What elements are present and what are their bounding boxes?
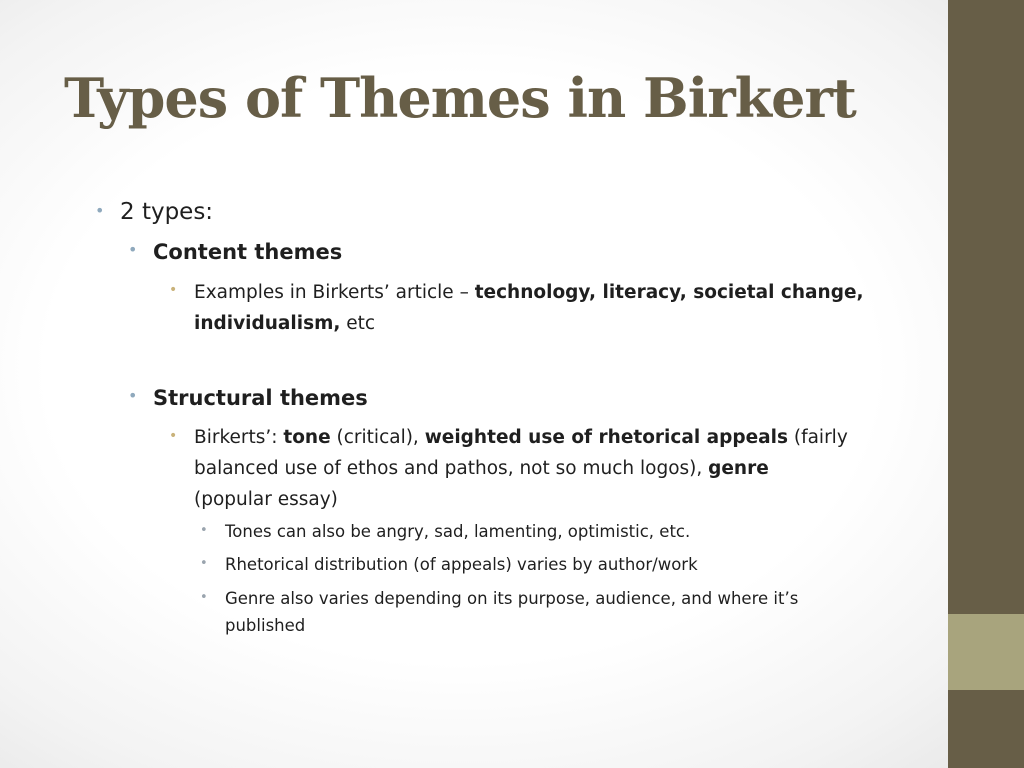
examples-prefix: Examples in Birkerts’ article – [194, 282, 475, 303]
examples-bold-line2: individualism, [194, 313, 341, 334]
list-item-tones [225, 518, 690, 545]
genre-line2: published [225, 616, 306, 635]
bullet-dot-icon: • [200, 590, 208, 605]
bullet-dot-icon: • [128, 240, 138, 259]
slide-title: Types of Themes in Birkert [64, 66, 856, 130]
detail-text: (popular essay) [194, 489, 338, 510]
examples-bold-line1: technology, literacy, societal change, [474, 282, 864, 303]
bullet-dot-icon: • [169, 282, 178, 298]
detail-text: (fairly [787, 427, 848, 448]
examples-suffix: etc [340, 313, 376, 334]
detail-bold-tone: tone [283, 427, 331, 448]
detail-text: balanced use of ethos and pathos, not so much logos), [194, 458, 709, 479]
detail-text: (critical), [330, 427, 425, 448]
list-item-label: Structural themes [153, 386, 368, 410]
list-item-structural-detail [194, 422, 934, 515]
list-item-label: Tones can also be angry, sad, lamenting, optimistic, etc. [225, 522, 691, 541]
list-item-types [120, 197, 213, 227]
list-item-rhetorical-distribution [225, 551, 698, 578]
list-item-label: 2 types: [120, 199, 214, 225]
list-item-content-examples [194, 277, 934, 339]
bullet-dot-icon: • [95, 201, 105, 220]
list-item-label: Rhetorical distribution (of appeals) varies by author/work [225, 555, 698, 574]
list-item-label: Content themes [153, 240, 343, 264]
bullet-dot-icon: • [200, 556, 208, 571]
sidebar-accent-block [948, 614, 1024, 690]
list-item-genre-varies [225, 585, 925, 639]
detail-text: Birkerts’: [194, 427, 284, 448]
genre-line1: Genre also varies depending on its purpose, audience, and where it’s [225, 589, 799, 608]
bullet-dot-icon: • [200, 523, 208, 538]
bullet-dot-icon: • [169, 428, 178, 444]
detail-bold-appeals: weighted use of rhetorical appeals [424, 427, 788, 448]
detail-bold-genre: genre [708, 458, 769, 479]
bullet-dot-icon: • [128, 386, 138, 405]
list-item-content-themes [153, 237, 342, 267]
list-item-structural-themes [153, 383, 368, 413]
